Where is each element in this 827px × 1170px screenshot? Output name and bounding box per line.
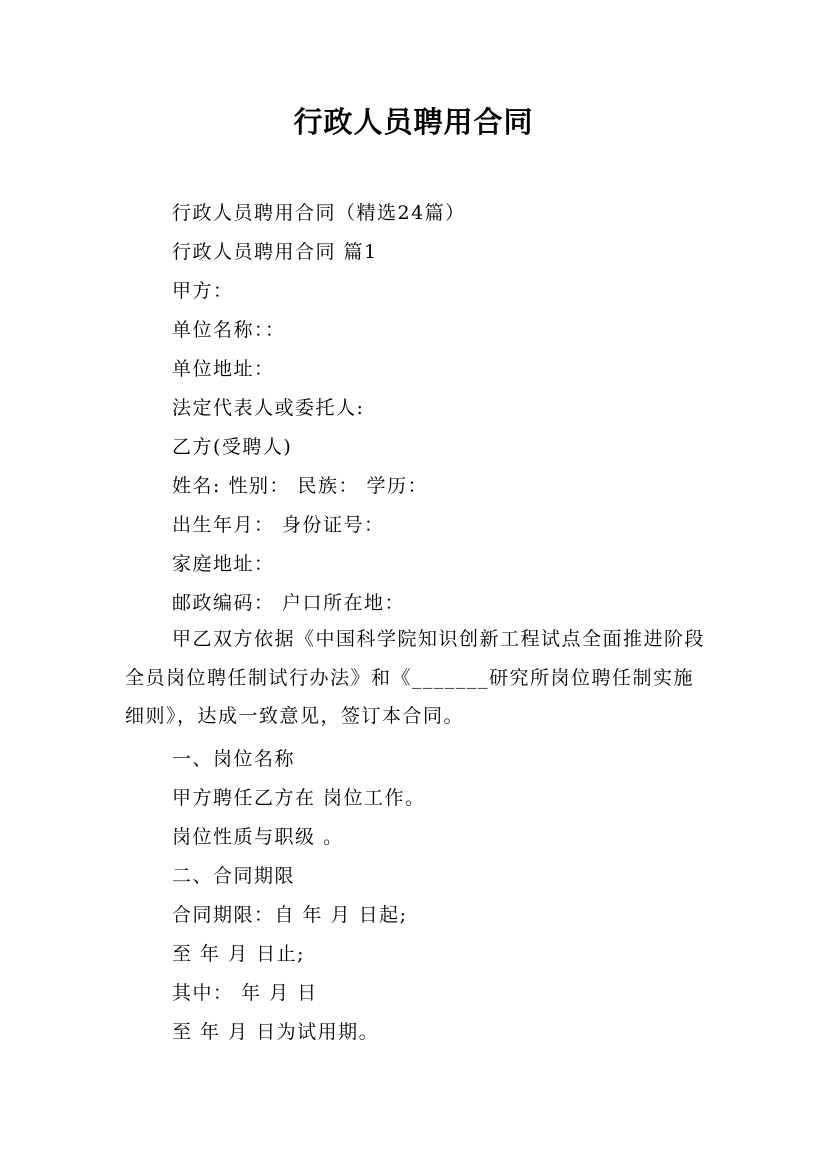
party-b-label: 乙方(受聘人) (172, 436, 293, 458)
personal-info-field: 姓名: 性别： 民族： 学历： (172, 475, 429, 497)
home-address-field: 家庭地址： (172, 553, 275, 575)
probation-start-line: 其中： 年 月 日 (172, 982, 318, 1004)
position-line: 甲方聘任乙方在 岗位工作。 (172, 787, 426, 809)
postal-residence-field: 邮政编码： 户口所在地： (172, 592, 406, 614)
party-a-label: 甲方： (172, 280, 234, 302)
company-address-field: 单位地址： (172, 358, 275, 380)
legal-representative-field: 法定代表人或委托人: (172, 397, 365, 419)
agreement-paragraph: 甲乙双方依据《中国科学院知识创新工程试点全面推进阶段全员岗位聘任制试行办法》和《_______研究所岗位聘任制实施细则》，达成一致意见，签订本合同。 (125, 628, 706, 727)
company-name-field: 单位名称：： (172, 319, 286, 341)
clause-1-heading: 一、岗位名称 (172, 748, 296, 770)
subtitle-line: 行政人员聘用合同（精选24篇） (172, 202, 466, 224)
section-heading: 行政人员聘用合同 篇1 (172, 241, 378, 263)
document-title: 行政人员聘用合同 (293, 105, 534, 139)
birth-id-field: 出生年月： 身份证号： (172, 514, 385, 536)
probation-end-line: 至 年 月 日为试用期。 (172, 1021, 380, 1043)
term-start-line: 合同期限：自 年 月 日起; (172, 904, 408, 926)
clause-2-heading: 二、合同期限 (172, 865, 296, 887)
term-end-line: 至 年 月 日止; (172, 943, 306, 965)
position-level-line: 岗位性质与职级 。 (172, 826, 344, 848)
